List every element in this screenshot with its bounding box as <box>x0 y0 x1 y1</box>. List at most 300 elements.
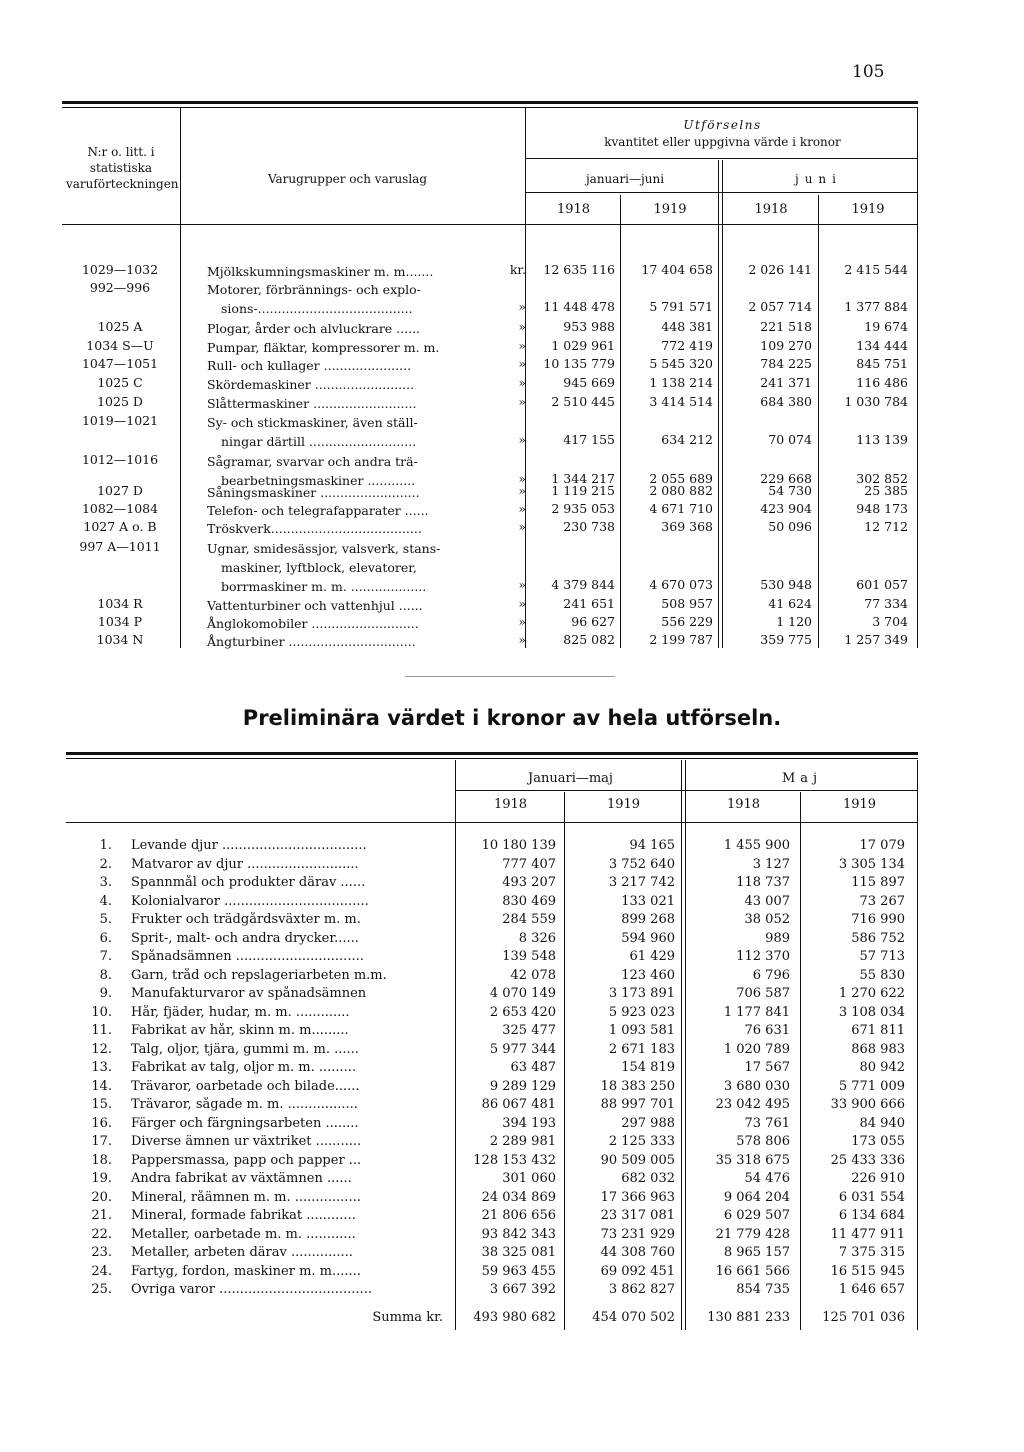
row-goods-name: Fabrikat av talg, oljor m. m. ......... <box>131 1060 357 1075</box>
row-value: 586 752 <box>851 930 905 946</box>
row-value: 634 212 <box>661 432 713 447</box>
row-number: 13. <box>91 1060 112 1075</box>
table2-row <box>0 1171 1024 1190</box>
table2-row <box>0 912 1024 931</box>
row-number: 12. <box>91 1041 112 1057</box>
table2-row <box>0 1282 1024 1301</box>
row-value: 11 477 911 <box>830 1226 905 1242</box>
row-value: 6 796 <box>752 967 790 983</box>
row-value: 86 067 481 <box>481 1097 556 1112</box>
row-value: 3 108 034 <box>838 1004 905 1020</box>
row-goods-name-line: bearbetningsmaskiner ............ <box>221 473 416 488</box>
row-code: 1025 D <box>97 394 143 409</box>
row-number: 10. <box>91 1004 112 1020</box>
row-code: 1027 A o. B <box>83 519 157 534</box>
row-unit: » <box>518 319 526 334</box>
row-value: 1 344 217 <box>551 471 615 486</box>
row-goods-name: Andra fabrikat av växtämnen ...... <box>131 1171 352 1186</box>
row-value: 23 042 495 <box>715 1097 790 1112</box>
table1-row <box>0 413 1024 449</box>
row-value: 25 385 <box>864 483 908 498</box>
table2-sum-value: 493 980 682 <box>473 1310 556 1325</box>
row-value: 4 379 844 <box>551 577 615 592</box>
row-value: 868 983 <box>851 1041 905 1057</box>
row-number: 5. <box>99 912 112 927</box>
row-goods-name-line: Ånglokomobiler ........................... <box>207 616 419 631</box>
table1-period-jun: juni <box>794 172 842 186</box>
row-goods-name-line: Telefon- och telegrafapparater ...... <box>207 503 429 518</box>
row-value: 69 092 451 <box>600 1263 675 1279</box>
row-goods-name: Pappersmassa, papp och papper ... <box>131 1152 362 1168</box>
row-value: 88 997 701 <box>600 1097 675 1112</box>
row-number: 6. <box>99 930 112 946</box>
row-value: 118 737 <box>736 875 790 890</box>
row-value: 23 317 081 <box>600 1208 675 1223</box>
row-number: 18. <box>91 1152 112 1168</box>
table2-sum-value: 125 701 036 <box>822 1310 905 1325</box>
table1-row <box>0 356 1024 376</box>
table1-row <box>0 375 1024 395</box>
row-value: 112 370 <box>736 949 790 964</box>
row-value: 682 032 <box>621 1171 675 1186</box>
row-value: 59 963 455 <box>481 1263 556 1279</box>
row-code: 1027 D <box>97 483 143 498</box>
table2-row <box>0 949 1024 968</box>
row-goods-name: Hår, fjäder, hudar, m. m. ............. <box>131 1004 350 1020</box>
row-goods-name <box>207 338 517 357</box>
row-value: 123 460 <box>621 967 675 983</box>
row-value: 6 134 684 <box>838 1208 905 1223</box>
row-unit: » <box>518 356 526 371</box>
row-value: 10 180 139 <box>481 838 556 853</box>
row-goods-name: Trävaror, sågade m. m. ................. <box>131 1097 358 1112</box>
table2-row <box>0 1116 1024 1135</box>
row-value: 899 268 <box>621 912 675 927</box>
row-value: 2 125 333 <box>608 1134 675 1149</box>
row-value: 96 627 <box>571 614 615 629</box>
table2-row <box>0 1060 1024 1079</box>
row-value: 716 990 <box>851 912 905 927</box>
row-goods-name: Spannmål och produkter därav ...... <box>131 875 366 890</box>
row-goods-name: Levande djur ................................... <box>131 838 367 853</box>
row-goods-name-line: Plogar, årder och alvluckrare ...... <box>207 321 421 336</box>
row-value: 284 559 <box>502 912 556 927</box>
row-goods-name <box>207 519 517 538</box>
row-value: 3 704 <box>872 614 908 629</box>
row-value: 6 031 554 <box>838 1189 905 1205</box>
row-unit: » <box>518 483 526 498</box>
row-number: 15. <box>91 1097 112 1112</box>
row-number: 1. <box>99 838 112 853</box>
table1-head-code: N:r o. litt. i statistiska varuförteckningen <box>66 145 179 191</box>
row-value: 1 020 789 <box>723 1041 790 1057</box>
table2-row <box>0 1023 1024 1042</box>
table2-year: 1919 <box>606 797 641 812</box>
row-value: 359 775 <box>760 632 812 647</box>
row-value: 1 030 784 <box>844 394 908 409</box>
row-number: 2. <box>99 856 112 872</box>
section-title: Preliminära värdet i kronor av hela utförseln. <box>242 706 782 730</box>
table2-row <box>0 875 1024 894</box>
row-value: 54 476 <box>744 1171 790 1186</box>
row-goods-name: Talg, oljor, tjära, gummi m. m. ...... <box>131 1041 359 1057</box>
row-number: 21. <box>91 1208 112 1223</box>
row-value: 24 034 869 <box>481 1189 556 1205</box>
table1-row <box>0 596 1024 616</box>
table1-row <box>0 319 1024 339</box>
row-code: 1029—1032 <box>81 262 159 277</box>
row-value: 5 791 571 <box>649 299 713 314</box>
row-goods-name <box>207 280 517 318</box>
row-goods-name <box>207 262 517 281</box>
row-value: 33 900 666 <box>830 1097 905 1112</box>
row-value: 113 139 <box>856 432 908 447</box>
table2-row <box>0 1245 1024 1264</box>
row-goods-name-line: borrmaskiner m. m. ................... <box>221 579 427 594</box>
table1-year: 1919 <box>653 202 687 217</box>
row-value: 128 153 432 <box>473 1152 556 1168</box>
row-unit: » <box>518 519 526 534</box>
row-unit: » <box>518 577 526 592</box>
row-goods-name <box>207 319 517 338</box>
row-goods-name-line: Skördemaskiner ......................... <box>207 377 415 392</box>
table1-row <box>0 262 1024 282</box>
row-value: 16 515 945 <box>830 1263 905 1279</box>
row-value: 7 375 315 <box>838 1245 905 1260</box>
row-value: 1 177 841 <box>723 1004 790 1020</box>
row-value: 493 207 <box>502 875 556 890</box>
row-value: 297 988 <box>621 1115 675 1131</box>
row-goods-name-line: Tröskverk...................................... <box>207 521 422 536</box>
row-value: 43 007 <box>744 893 790 909</box>
row-value: 530 948 <box>760 577 812 592</box>
row-value: 448 381 <box>661 319 713 334</box>
table1-head-bottom-rule <box>62 224 918 225</box>
row-value: 2 935 053 <box>551 501 615 516</box>
row-value: 1 120 <box>776 614 812 629</box>
row-value: 35 318 675 <box>715 1152 790 1168</box>
row-goods-name: Diverse ämnen ur växtriket ........... <box>131 1134 362 1149</box>
table1-head-utforsel <box>530 117 915 151</box>
table2-row <box>0 1079 1024 1098</box>
table2-row <box>0 894 1024 913</box>
row-value: 4 670 073 <box>649 577 713 592</box>
row-value: 2 026 141 <box>748 262 812 277</box>
row-number: 20. <box>91 1189 112 1205</box>
row-goods-name-line: Mjölkskumningsmaskiner m. m....... <box>207 264 434 279</box>
row-goods-name: Färger och färgningsarbeten ........ <box>131 1115 359 1131</box>
table1-head-utforsel-sub: kvantitet eller uppgivna värde i kronor <box>604 135 841 149</box>
row-goods-name-line: Slåttermaskiner .......................... <box>207 396 417 411</box>
row-value: 5 977 344 <box>489 1041 556 1057</box>
row-number: 3. <box>99 875 112 890</box>
table2-row <box>0 1264 1024 1283</box>
row-value: 133 021 <box>621 893 675 909</box>
row-goods-name-line: Ugnar, smidesässjor, valsverk, stans- <box>207 541 441 556</box>
table2-head-bottom-rule <box>66 822 918 823</box>
row-goods-name <box>207 375 517 394</box>
row-goods-name: Manufakturvaror av spånadsämnen <box>131 986 367 1001</box>
row-value: 945 669 <box>563 375 615 390</box>
row-code: 1082—1084 <box>81 501 159 516</box>
divider-dashes <box>405 676 615 677</box>
row-value: 671 811 <box>851 1023 905 1038</box>
row-value: 21 806 656 <box>481 1208 556 1223</box>
table2-period-maj: Maj <box>781 771 823 786</box>
table2-year: 1919 <box>842 797 877 812</box>
table2-sum-value: 130 881 233 <box>707 1310 790 1325</box>
row-value: 3 127 <box>752 856 790 872</box>
row-value: 3 217 742 <box>608 875 675 890</box>
row-value: 21 779 428 <box>715 1226 790 1242</box>
row-goods-name: Frukter och trädgårdsväxter m. m. <box>131 912 361 927</box>
table2-row <box>0 986 1024 1005</box>
row-goods-name: Fartyg, fordon, maskiner m. m....... <box>131 1263 361 1279</box>
row-goods-name-line: ningar därtill ........................... <box>221 434 417 449</box>
row-value: 1 093 581 <box>608 1023 675 1038</box>
row-code: 992—996 <box>89 280 151 295</box>
row-unit: » <box>518 338 526 353</box>
row-value: 226 910 <box>851 1171 905 1186</box>
table1-row <box>0 632 1024 652</box>
table2-row <box>0 1190 1024 1209</box>
row-value: 989 <box>765 930 790 946</box>
row-value: 90 509 005 <box>600 1152 675 1168</box>
row-value: 684 380 <box>760 394 812 409</box>
row-value: 38 052 <box>744 912 790 927</box>
row-unit: » <box>518 394 526 409</box>
table1-row <box>0 539 1024 594</box>
row-value: 3 414 514 <box>649 394 713 409</box>
table1-period-jan-jun: januari—juni <box>585 172 665 186</box>
row-value: 594 960 <box>621 930 675 946</box>
row-value: 57 713 <box>859 949 905 964</box>
row-unit: » <box>518 432 526 447</box>
row-value: 423 904 <box>760 501 812 516</box>
row-value: 9 289 129 <box>489 1078 556 1094</box>
row-value: 1 270 622 <box>838 986 905 1001</box>
row-value: 854 735 <box>736 1282 790 1297</box>
row-value: 116 486 <box>856 375 908 390</box>
table2-sum-value: 454 070 502 <box>592 1310 675 1325</box>
row-value: 73 761 <box>744 1115 790 1131</box>
row-goods-name <box>207 614 517 633</box>
row-number: 17. <box>91 1134 112 1149</box>
table1-year: 1918 <box>754 202 788 217</box>
table1-row <box>0 519 1024 539</box>
row-code: 1047—1051 <box>81 356 159 371</box>
table1-row <box>0 394 1024 414</box>
row-number: 9. <box>99 986 112 1001</box>
row-value: 42 078 <box>510 967 556 983</box>
row-value: 3 862 827 <box>608 1282 675 1297</box>
row-value: 241 371 <box>760 375 812 390</box>
row-goods-name: Matvaror av djur ........................... <box>131 856 359 872</box>
row-goods-name: Metaller, oarbetade m. m. ............ <box>131 1226 356 1242</box>
row-number: 24. <box>91 1263 112 1279</box>
table1-year: 1919 <box>851 202 885 217</box>
row-value: 41 624 <box>768 596 812 611</box>
row-value: 1 138 214 <box>649 375 713 390</box>
row-value: 230 738 <box>563 519 615 534</box>
table1-row <box>0 280 1024 316</box>
row-value: 1 029 961 <box>551 338 615 353</box>
row-value: 173 055 <box>851 1134 905 1149</box>
row-value: 18 383 250 <box>600 1078 675 1094</box>
row-value: 2 080 882 <box>649 483 713 498</box>
row-value: 508 957 <box>661 596 713 611</box>
table1-row <box>0 338 1024 358</box>
row-code: 1025 C <box>97 375 143 390</box>
row-number: 23. <box>91 1245 112 1260</box>
row-goods-name <box>207 596 517 615</box>
table1-top-rule <box>62 101 918 104</box>
row-value: 17 404 658 <box>641 262 713 277</box>
table1-head-goods: Varugrupper och varuslag <box>267 172 428 186</box>
row-value: 93 842 343 <box>481 1226 556 1242</box>
row-value: 2 510 445 <box>551 394 615 409</box>
row-unit: » <box>518 501 526 516</box>
row-goods-name: Sprit-, malt- och andra drycker...... <box>131 930 359 946</box>
row-value: 302 852 <box>856 471 908 486</box>
table2-row <box>0 1097 1024 1116</box>
table2-row <box>0 1227 1024 1246</box>
row-number: 16. <box>91 1115 112 1131</box>
row-code: 1019—1021 <box>81 413 159 428</box>
row-value: 109 270 <box>760 338 812 353</box>
row-code: 1012—1016 <box>81 452 159 467</box>
row-value: 17 079 <box>859 838 905 853</box>
row-value: 16 661 566 <box>715 1263 790 1279</box>
row-number: 11. <box>91 1023 112 1038</box>
row-number: 8. <box>99 967 112 983</box>
row-number: 4. <box>99 893 112 909</box>
row-value: 5 545 320 <box>649 356 713 371</box>
row-number: 7. <box>99 949 112 964</box>
row-value: 8 965 157 <box>723 1245 790 1260</box>
page-number: 105 <box>852 62 885 82</box>
row-unit: » <box>518 471 526 486</box>
row-value: 556 229 <box>661 614 713 629</box>
row-goods-name <box>207 483 517 502</box>
row-code: 1025 A <box>97 319 143 334</box>
row-goods-name-line: Pumpar, fläktar, kompressorer m. m. <box>207 340 440 355</box>
table2-period-jan-maj: Januari—maj <box>528 771 613 786</box>
row-value: 10 135 779 <box>543 356 615 371</box>
row-goods-name <box>207 413 517 451</box>
row-value: 325 477 <box>502 1023 556 1038</box>
row-value: 394 193 <box>502 1115 556 1131</box>
row-value: 1 119 215 <box>551 483 615 498</box>
table2-row <box>0 857 1024 876</box>
row-goods-name: Övriga varor ..................................... <box>131 1282 372 1297</box>
table1-row <box>0 501 1024 521</box>
row-value: 84 940 <box>859 1115 905 1131</box>
row-code: 1034 R <box>97 596 143 611</box>
row-goods-name: Mineral, råämnen m. m. ................ <box>131 1189 361 1205</box>
row-code: 1034 P <box>97 614 143 629</box>
row-goods-name <box>207 394 517 413</box>
row-value: 61 429 <box>629 949 675 964</box>
table2-row <box>0 1042 1024 1061</box>
row-code: 1034 S—U <box>86 338 154 353</box>
row-goods-name: Metaller, arbeten därav ............... <box>131 1245 353 1260</box>
row-value: 134 444 <box>856 338 908 353</box>
row-value: 80 942 <box>859 1060 905 1075</box>
row-value: 4 671 710 <box>649 501 713 516</box>
table2-row <box>0 838 1024 857</box>
row-value: 2 415 544 <box>844 262 908 277</box>
row-value: 6 029 507 <box>723 1208 790 1223</box>
table1-row <box>0 483 1024 503</box>
table1-row <box>0 614 1024 634</box>
row-value: 5 771 009 <box>838 1078 905 1094</box>
row-value: 229 668 <box>760 471 812 486</box>
row-goods-name <box>207 539 517 596</box>
row-goods-name: Trävaror, oarbetade och bilade...... <box>131 1078 360 1094</box>
row-value: 777 407 <box>502 856 556 872</box>
table2-row <box>0 931 1024 950</box>
row-value: 1 455 900 <box>723 838 790 853</box>
table2-row <box>0 1208 1024 1227</box>
row-value: 3 305 134 <box>838 856 905 872</box>
row-value: 3 667 392 <box>489 1282 556 1297</box>
row-goods-name <box>207 632 517 651</box>
table1-ut-rule <box>525 158 918 159</box>
row-value: 845 751 <box>856 356 908 371</box>
row-unit: kr. <box>509 262 526 277</box>
row-value: 94 165 <box>629 838 675 853</box>
row-value: 2 199 787 <box>649 632 713 647</box>
table2-sub-rule <box>66 758 918 759</box>
table2-row <box>0 1153 1024 1172</box>
row-value: 948 173 <box>856 501 908 516</box>
row-value: 55 830 <box>859 967 905 983</box>
row-value: 221 518 <box>760 319 812 334</box>
table1-sub-rule <box>62 107 918 108</box>
row-value: 12 635 116 <box>543 262 615 277</box>
table2-sum-label: Summa kr. <box>372 1310 443 1325</box>
row-value: 73 267 <box>859 893 905 909</box>
row-value: 830 469 <box>502 893 556 909</box>
row-code: 1034 N <box>96 632 144 647</box>
table1-year: 1918 <box>556 202 591 217</box>
row-unit: » <box>518 632 526 647</box>
table2-top-rule <box>66 752 918 755</box>
row-value: 154 819 <box>621 1060 675 1075</box>
table2-row <box>0 1005 1024 1024</box>
row-value: 54 730 <box>768 483 812 498</box>
row-value: 76 631 <box>744 1023 790 1038</box>
row-goods-name: Fabrikat av hår, skinn m. m......... <box>131 1023 349 1038</box>
row-goods-name-line: Vattenturbiner och vattenhjul ...... <box>207 598 423 613</box>
row-value: 70 074 <box>768 432 812 447</box>
table2-row <box>0 1134 1024 1153</box>
row-goods-name <box>207 356 517 375</box>
row-value: 38 325 081 <box>481 1245 556 1260</box>
row-goods-name: Spånadsämnen ............................... <box>131 949 364 964</box>
row-value: 2 057 714 <box>748 299 812 314</box>
row-value: 8 326 <box>518 930 556 946</box>
row-value: 5 923 023 <box>608 1004 675 1020</box>
row-value: 17 366 963 <box>600 1189 675 1205</box>
row-code: 997 A—1011 <box>79 539 161 554</box>
row-value: 25 433 336 <box>830 1152 905 1168</box>
row-value: 301 060 <box>502 1171 556 1186</box>
row-value: 2 653 420 <box>489 1004 556 1020</box>
row-value: 601 057 <box>856 577 908 592</box>
row-value: 2 671 183 <box>608 1041 675 1057</box>
